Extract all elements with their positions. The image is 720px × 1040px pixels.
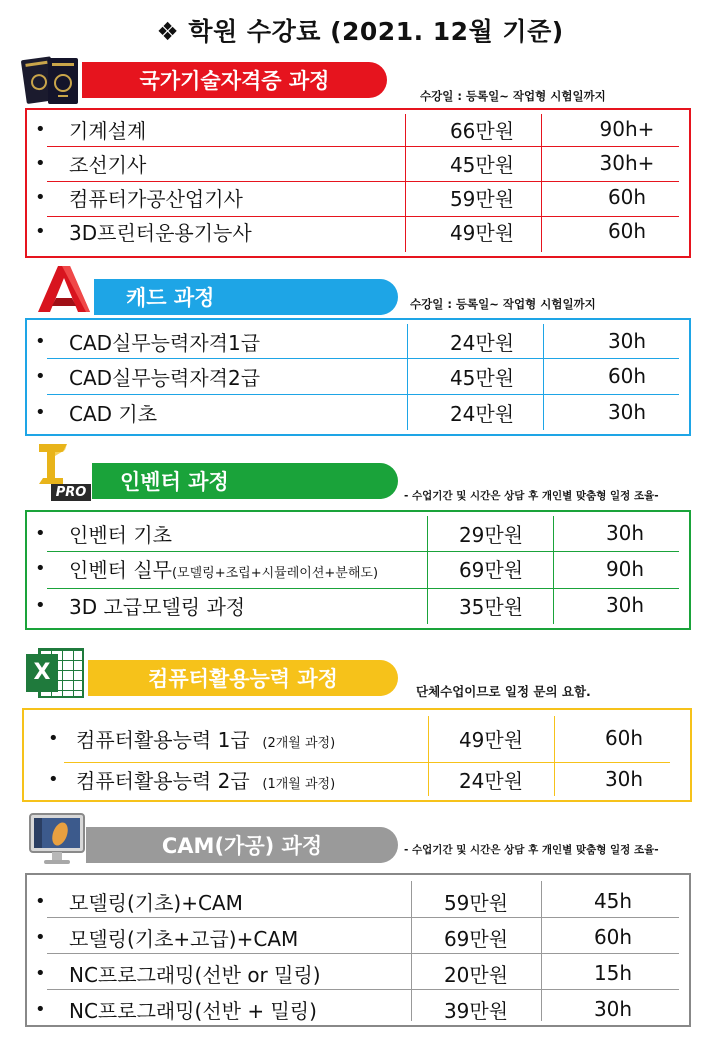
table-row: [27, 394, 689, 430]
pro-label: PRO: [51, 484, 91, 501]
course-table: [25, 510, 691, 630]
course-hours: 30h: [607, 329, 647, 353]
table-row: [27, 919, 689, 955]
course-hours: 45h: [593, 889, 633, 913]
bullet: •: [48, 768, 59, 790]
course-price: 59만원: [443, 890, 509, 915]
course-price: 49만원: [449, 220, 515, 245]
bullet: •: [35, 220, 46, 242]
table-row: [27, 146, 689, 180]
course-name: NC프로그래밍(선반 or 밀링): [69, 962, 321, 987]
section-banner: 캐드 과정: [94, 279, 398, 315]
course-detail: (모델링+조립+시뮬레이션+분해도): [171, 566, 379, 581]
course-name-main: 3D 고급모델링 과정: [69, 594, 246, 619]
section-note: 단체수업이므로 일정 문의 요함.: [416, 684, 591, 699]
course-detail: (1개월 과정): [262, 776, 336, 792]
course-price: 45만원: [449, 365, 515, 390]
course-name: CAD 기초: [69, 401, 158, 426]
course-hours: 90h: [605, 556, 645, 581]
bullet: •: [35, 401, 46, 423]
course-hours: 60h: [593, 925, 633, 949]
table-row: [27, 883, 689, 919]
course-price: 66만원: [449, 118, 515, 143]
course-name-main: 인벤터 실무: [69, 558, 172, 582]
course-name: 3D프린터운용기능사: [69, 220, 252, 245]
course-name: [69, 519, 172, 548]
course-table: [22, 708, 692, 802]
course-price: 39만원: [443, 998, 509, 1023]
course-price: 69만원: [443, 926, 509, 951]
course-hours: 30h: [605, 593, 645, 617]
course-price: 35만원: [458, 594, 524, 619]
course-table: [25, 108, 691, 258]
course-price: 49만원: [458, 727, 524, 752]
table-row: [27, 550, 689, 587]
table-row: [27, 214, 689, 248]
section-banner: 인벤터 과정: [92, 463, 398, 499]
table-row: [27, 358, 689, 394]
course-hours: 30h: [605, 521, 645, 545]
course-detail: (2개월 과정): [262, 735, 336, 751]
section-banner: 컴퓨터활용능력 과정: [88, 660, 398, 696]
inventor-pro-icon: [33, 440, 93, 502]
excel-icon: [24, 644, 86, 702]
bullet: •: [35, 365, 46, 387]
table-row: [27, 112, 689, 146]
table-row: [27, 516, 689, 550]
course-hours: 30h: [607, 400, 647, 424]
table-row: [24, 758, 690, 800]
course-price: 69만원: [458, 558, 524, 582]
course-name-main: 인벤터 기초: [69, 522, 172, 547]
course-table: [25, 318, 691, 436]
excel-letter: X: [26, 654, 58, 692]
section-note: - 수업기간 및 시간은 상담 후 개인별 맞춤형 일정 조율-: [404, 844, 659, 856]
bullet: •: [35, 186, 46, 208]
table-row: [27, 324, 689, 358]
table-row: [27, 991, 689, 1027]
course-price: 20만원: [443, 962, 509, 987]
course-name: 모델링(기초+고급)+CAM: [69, 926, 299, 951]
bullet: •: [35, 558, 46, 579]
bullet: •: [35, 998, 46, 1020]
course-hours: 60h: [607, 185, 647, 209]
section-banner: 국가기술자격증 과정: [82, 62, 387, 98]
bullet: •: [35, 926, 46, 948]
bullet: •: [35, 330, 46, 352]
course-hours: 60h: [607, 219, 647, 243]
course-name: 기계설계: [69, 118, 147, 143]
monitor-cam-icon: [28, 812, 86, 868]
course-name: 컴퓨터가공산업기사: [69, 186, 243, 211]
course-price: 29만원: [458, 522, 524, 547]
course-name: [69, 591, 245, 620]
table-row: [24, 718, 690, 758]
table-row: [27, 180, 689, 214]
course-name-main: 컴퓨터활용능력 1급: [76, 727, 250, 752]
bullet: •: [35, 890, 46, 912]
course-price: 24만원: [458, 768, 524, 793]
course-name: NC프로그래밍(선반 + 밀링): [69, 998, 317, 1023]
course-hours: 30h+: [599, 151, 655, 175]
table-row: [27, 587, 689, 623]
section-note: - 수업기간 및 시간은 상담 후 개인별 맞춤형 일정 조율-: [404, 490, 659, 502]
course-name: [76, 724, 335, 753]
course-table: [25, 873, 691, 1027]
course-price: 59만원: [449, 186, 515, 211]
section-note: 수강일 : 등록일~ 작업형 시험일까지: [420, 89, 606, 103]
course-price: 24만원: [449, 330, 515, 355]
bullet: •: [35, 152, 46, 174]
bullet: •: [35, 118, 46, 140]
section-note: 수강일 : 등록일~ 작업형 시험일까지: [410, 297, 596, 311]
page-title: ❖ 학원 수강료 (2021. 12월 기준): [156, 17, 564, 46]
course-name: CAD실무능력자격2급: [69, 365, 261, 390]
course-name: [69, 554, 378, 583]
bullet: •: [48, 727, 59, 749]
course-hours: 60h: [607, 364, 647, 388]
course-hours: 30h: [604, 767, 644, 791]
section-banner: CAM(가공) 과정: [86, 827, 398, 863]
bullet: •: [35, 594, 46, 616]
course-hours: 90h+: [599, 117, 655, 141]
course-hours: 30h: [593, 997, 633, 1021]
course-hours: 60h: [604, 726, 644, 750]
course-name: [76, 765, 335, 794]
course-name: 모델링(기초)+CAM: [69, 890, 243, 915]
autocad-logo-icon: [32, 262, 98, 318]
bullet: •: [35, 522, 46, 544]
course-price: 24만원: [449, 401, 515, 426]
course-hours: 15h: [593, 961, 633, 985]
course-price: 45만원: [449, 152, 515, 177]
bullet: •: [35, 962, 46, 984]
certificate-book-icon: [20, 52, 82, 110]
course-name: 조선기사: [69, 152, 147, 177]
course-name: CAD실무능력자격1급: [69, 330, 261, 355]
course-name-main: 컴퓨터활용능력 2급: [76, 768, 250, 793]
table-row: [27, 955, 689, 991]
